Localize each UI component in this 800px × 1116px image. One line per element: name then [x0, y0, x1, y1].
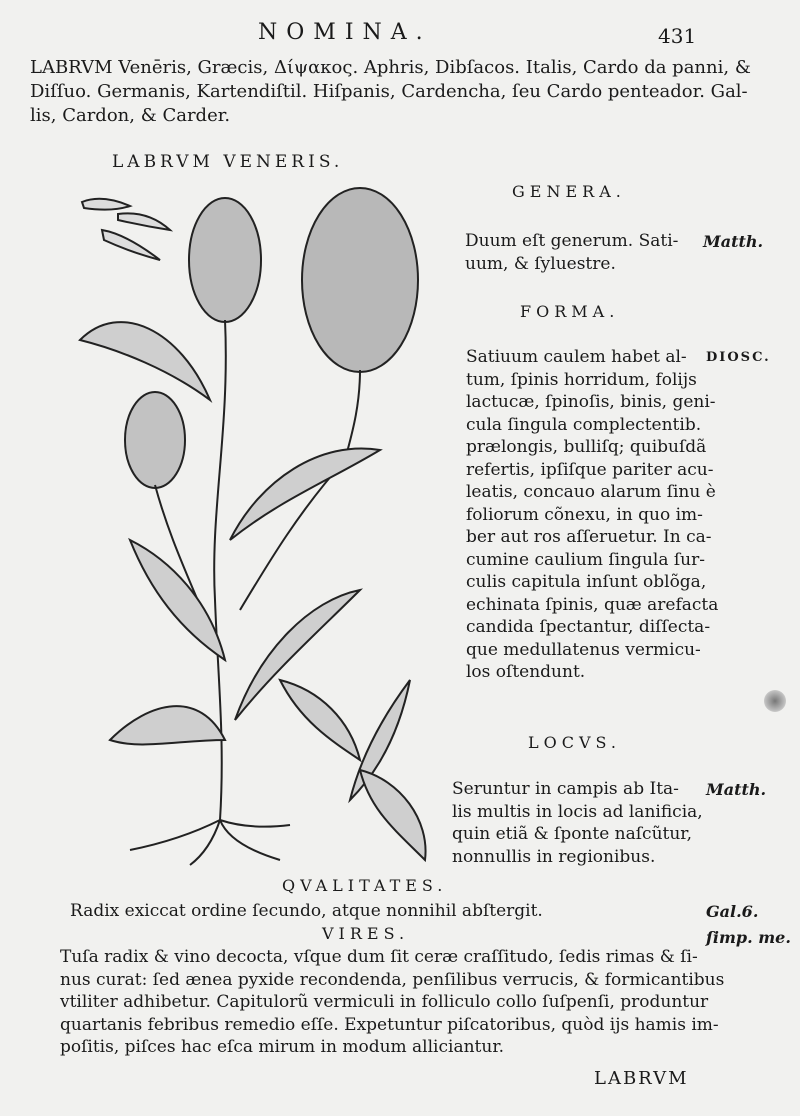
page-number: 431	[658, 24, 697, 48]
text-line: cumine caulium ſingula ſur-	[466, 549, 705, 570]
genera-text	[465, 230, 735, 275]
text-line: los oſtendunt.	[466, 662, 586, 682]
text-line: refertis, ipſiſque pariter acu-	[466, 459, 714, 480]
section-heading-vires: VIRES.	[322, 924, 410, 943]
text-line: foliorum cõnexu, in quo im-	[466, 504, 703, 525]
text-line: Seruntur in campis ab Ita-	[452, 779, 679, 799]
text-line: uum, & ſyluestre.	[465, 253, 616, 274]
text-line: Duum eſt generum. Sati-	[465, 231, 679, 251]
margin-note: ſimp. me.	[706, 928, 791, 947]
text-line: leatis, concauo alarum ſinu è	[466, 482, 716, 502]
text-line: candida ſpectantur, diſſecta-	[466, 617, 711, 637]
margin-note: Matth.	[703, 232, 764, 251]
text-line: nus curat: ſed ænea pyxide recondenda, penſilibus verrucis, & formicantibus	[60, 969, 725, 990]
intro-paragraph	[30, 56, 751, 128]
text-line: lactucæ, ſpinoſis, binis, geni-	[466, 392, 716, 412]
section-heading-locus: LOCVS.	[528, 733, 622, 752]
locus-text	[452, 778, 722, 868]
text-line: que medullatenus vermicu-	[466, 639, 701, 660]
margin-note: Matth.	[706, 780, 767, 799]
text-line: vtiliter adhibetur. Capitulorũ vermiculi in folliculo collo ſuſpenſi, produntur	[60, 992, 709, 1012]
forma-text	[466, 346, 736, 684]
text-line: nonnullis in regionibus.	[452, 846, 656, 867]
text-line: tum, ſpinis horridum, folijs	[466, 369, 697, 390]
text-line: ber aut ros aſſeruetur. In ca-	[466, 527, 712, 547]
text-line: quin etiã & ſponte naſcũtur,	[452, 824, 692, 844]
section-heading-forma: FORMA.	[520, 302, 620, 321]
text-line: prælongis, bulliſq; quibuſdã	[466, 437, 707, 457]
text-line: echinata ſpinis, quæ arefacta	[466, 594, 719, 615]
text-line: Tuſa radix & vino decocta, vſque dum ſit ceræ craſſitudo, ſedis rimas & ſi-	[60, 947, 698, 967]
figure-caption: LABRVM VENERIS.	[112, 152, 344, 172]
text-line: Satiuum caulem habet al-	[466, 347, 687, 367]
margin-note: DIOSC.	[706, 350, 771, 365]
vires-text	[60, 946, 725, 1059]
catchword: LABRVM	[594, 1068, 689, 1089]
section-heading-genera: GENERA.	[512, 182, 626, 201]
intro-line: Diſſuo. Germanis, Kartendiſtil. Hiſpanis, Cardencha, ſeu Cardo penteador. Gal-	[30, 81, 748, 102]
section-heading-qualitates: QVALITATES.	[282, 876, 448, 895]
text-line: Radix exiccat ordine ſecundo, atque nonnihil abſtergit.	[70, 901, 543, 921]
text-line: quartanis febribus remedio eſſe. Expetuntur piſcatoribus, quòd ijs hamis im-	[60, 1014, 719, 1035]
text-line: culis capitula inſunt oblõga,	[466, 572, 707, 592]
margin-note: Gal.6.	[706, 902, 759, 921]
text-line: lis multis in locis ad lanificia,	[452, 801, 703, 822]
page-title: NOMINA.	[258, 20, 432, 45]
teasel-plant-illustration	[60, 180, 430, 870]
text-line: cula ſingula complectentib.	[466, 414, 702, 435]
intro-line: lis, Cardon, & Carder.	[30, 105, 231, 126]
text-line: poſitis, piſces hac eſca mirum in modum alliciantur.	[60, 1037, 504, 1057]
qualitates-text	[70, 900, 720, 923]
ink-spot	[764, 690, 786, 712]
intro-line: LABRVM Venēris, Græcis, Δίψακος. Aphris, Dibſacos. Italis, Cardo da panni, &	[30, 57, 751, 78]
